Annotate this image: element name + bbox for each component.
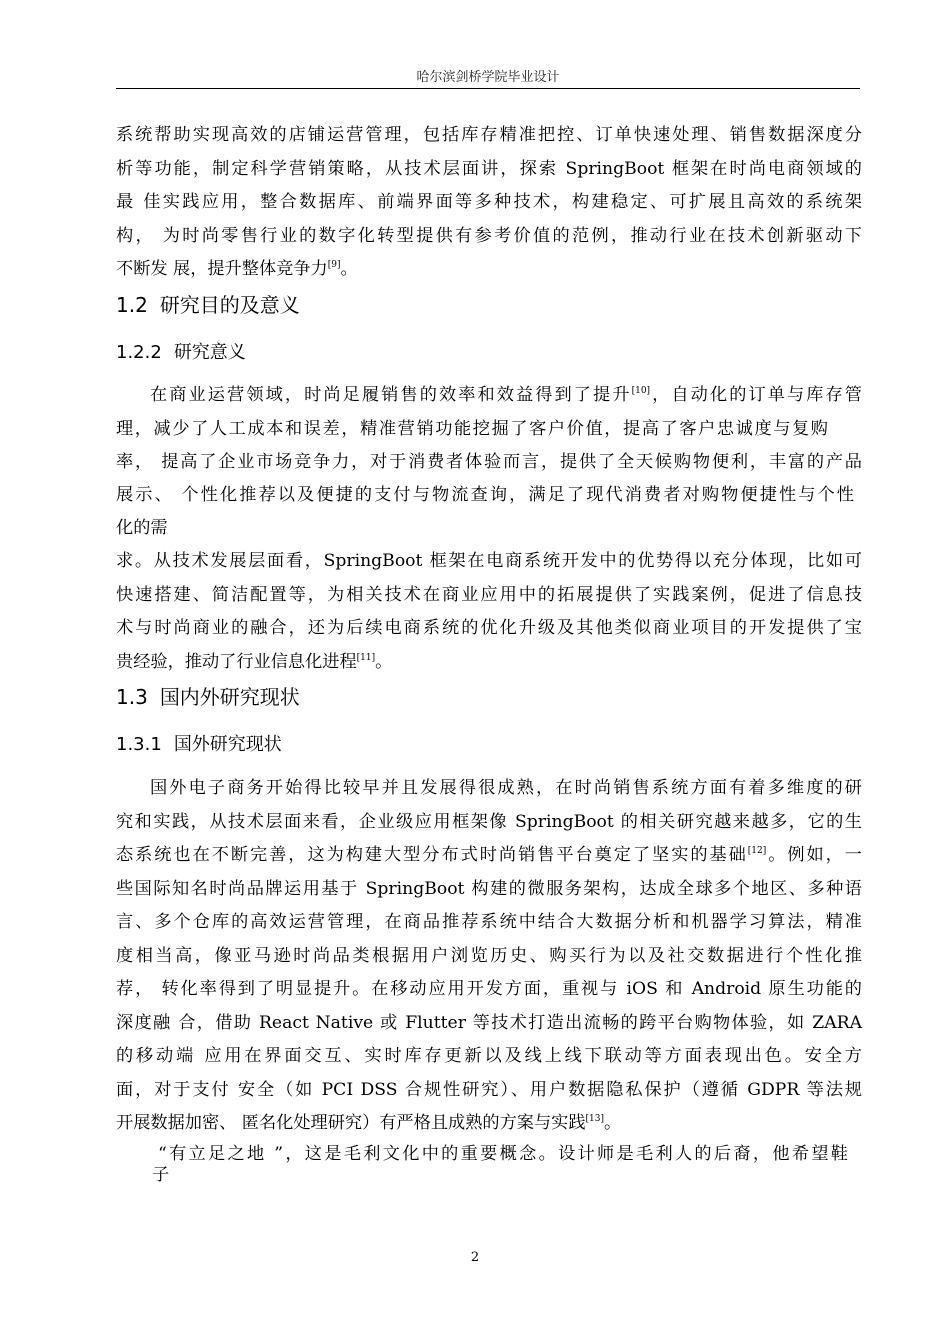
paragraph-text: 开展数据加密、 匿名化处理研究）有严格且成熟的方案与实践 [116,1113,586,1133]
citation-ref: [12] [747,846,767,856]
paragraph-text: 在商业运营领域，时尚足履销售的效率和效益得到了提升 [150,385,632,405]
paragraph-line: 术与时尚商业的融合，还为后续电商系统的优化升级及其他类似商业项目的开发提供了宝 [116,618,862,638]
paragraph-line: 的移动端 应用在界面交互、实时库存更新以及线上线下联动等方面表现出色。安全方 [116,1046,862,1066]
page-header: 哈尔滨剑桥学院毕业设计 [416,70,560,85]
paragraph-text: 不断发 展，提升整体竞争力 [116,259,328,279]
section-number: 1.2 [116,293,148,317]
paragraph-text: 。 [375,652,393,672]
paragraph-line: 荐， 转化率得到了明显提升。在移动应用开发方面，重视与 iOS 和 Android 原生功能的 [116,979,862,999]
paragraph-line [116,844,862,866]
paragraph-text: 贵经验，推动了行业信息化进程 [116,652,357,672]
paragraph-line: 深度融 合，借助 React Native 或 Flutter 等技术打造出流畅的跨平台购物体验，如 ZARA [116,1013,862,1033]
paragraph-line: 些国际知名时尚品牌运用基于 SpringBoot 构建的微服务架构，达成全球多个地区、多种语 [116,879,862,899]
paragraph-line: 理，减少了人工成本和误差，精准营销功能挖掘了客户价值，提高了客户忠诚度与复购 [116,419,828,439]
paragraph-text: 。 [340,259,358,279]
page-number: 2 [470,1250,480,1265]
paragraph-line: 展示、 个性化推荐以及便捷的支付与物流查询，满足了现代消费者对购物便捷性与个性 [116,485,854,505]
paragraph-line: 求。从技术发展层面看，SpringBoot 框架在电商系统开发中的优势得以充分体现，比如可 [116,551,862,571]
paragraph-text: 态系统也在不断完善，这为构建大型分布式时尚销售平台奠定了坚实的基础 [116,845,748,865]
citation-ref: [13] [585,1114,605,1124]
section-heading-1-3-1 [116,733,282,757]
paragraph-line: 国外电子商务开始得比较早并且发展得很成熟，在时尚销售系统方面有着多维度的研 [150,778,862,798]
paragraph-text: 。例如，一 [766,845,862,865]
paragraph-line: “有立足之地 ”，这是毛利文化中的重要概念。设计师是毛利人的后裔，他希望鞋 [158,1144,848,1164]
section-title: 研究目的及意义 [159,293,300,317]
paragraph-line: 子 [152,1165,170,1185]
paragraph-text: 。 [604,1113,622,1133]
paragraph-line: 析等功能，制定科学营销策略，从技术层面讲，探索 SpringBoot 框架在时尚电商领域的 [116,159,862,179]
paragraph-line: 面，对于支付 安全（如 PCI DSS 合规性研究）、用户数据隐私保护（遵循 GDPR 等法规 [116,1080,862,1100]
paragraph-line: 最 佳实践应用，整合数据库、前端界面等多种技术，构建稳定、可扩展且高效的系统架 [116,192,862,212]
citation-ref: [9] [327,260,341,270]
paragraph-line: 构， 为时尚零售行业的数字化转型提供有参考价值的范例，推动行业在技术创新驱动下 [116,226,862,246]
paragraph-last-line [116,258,862,280]
paragraph-line: 系统帮助实现高效的店铺运营管理，包括库存精准把控、订单快速处理、销售数据深度分 [116,125,862,145]
section-number: 1.2.2 [116,342,162,363]
citation-ref: [11] [356,653,376,663]
paragraph-line: 究和实践，从技术层面来看，企业级应用框架像 SpringBoot 的相关研究越来越多，它的生 [116,812,862,832]
paragraph-last-line [116,1112,862,1134]
paragraph-last-line [116,651,862,673]
header-rule [116,88,860,89]
paragraph-line [150,384,862,406]
section-heading-1-2-2 [116,341,246,365]
section-title: 国外研究现状 [173,734,282,755]
citation-ref: [10] [631,386,651,396]
section-heading-1-2 [116,292,300,318]
paragraph-line: 率， 提高了企业市场竞争力，对于消费者体验而言，提供了全天候购物便利，丰富的产品 [116,452,862,472]
section-title: 研究意义 [173,342,246,363]
paragraph-line: 快速搭建、简洁配置等，为相关技术在商业应用中的拓展提供了实践案例，促进了信息技 [116,585,862,605]
paragraph-line: 化的需 [116,518,168,538]
section-number: 1.3.1 [116,734,162,755]
section-title: 国内外研究现状 [159,685,300,709]
section-number: 1.3 [116,685,148,709]
section-heading-1-3 [116,684,300,710]
paragraph-text: ，自动化的订单与库存管 [650,385,862,405]
paragraph-line: 度相当高，像亚马逊时尚品类根据用户浏览历史、购买行为以及社交数据进行个性化推 [116,946,862,966]
paragraph-line: 言、多个仓库的高效运营管理，在商品推荐系统中结合大数据分析和机器学习算法，精准 [116,912,862,932]
